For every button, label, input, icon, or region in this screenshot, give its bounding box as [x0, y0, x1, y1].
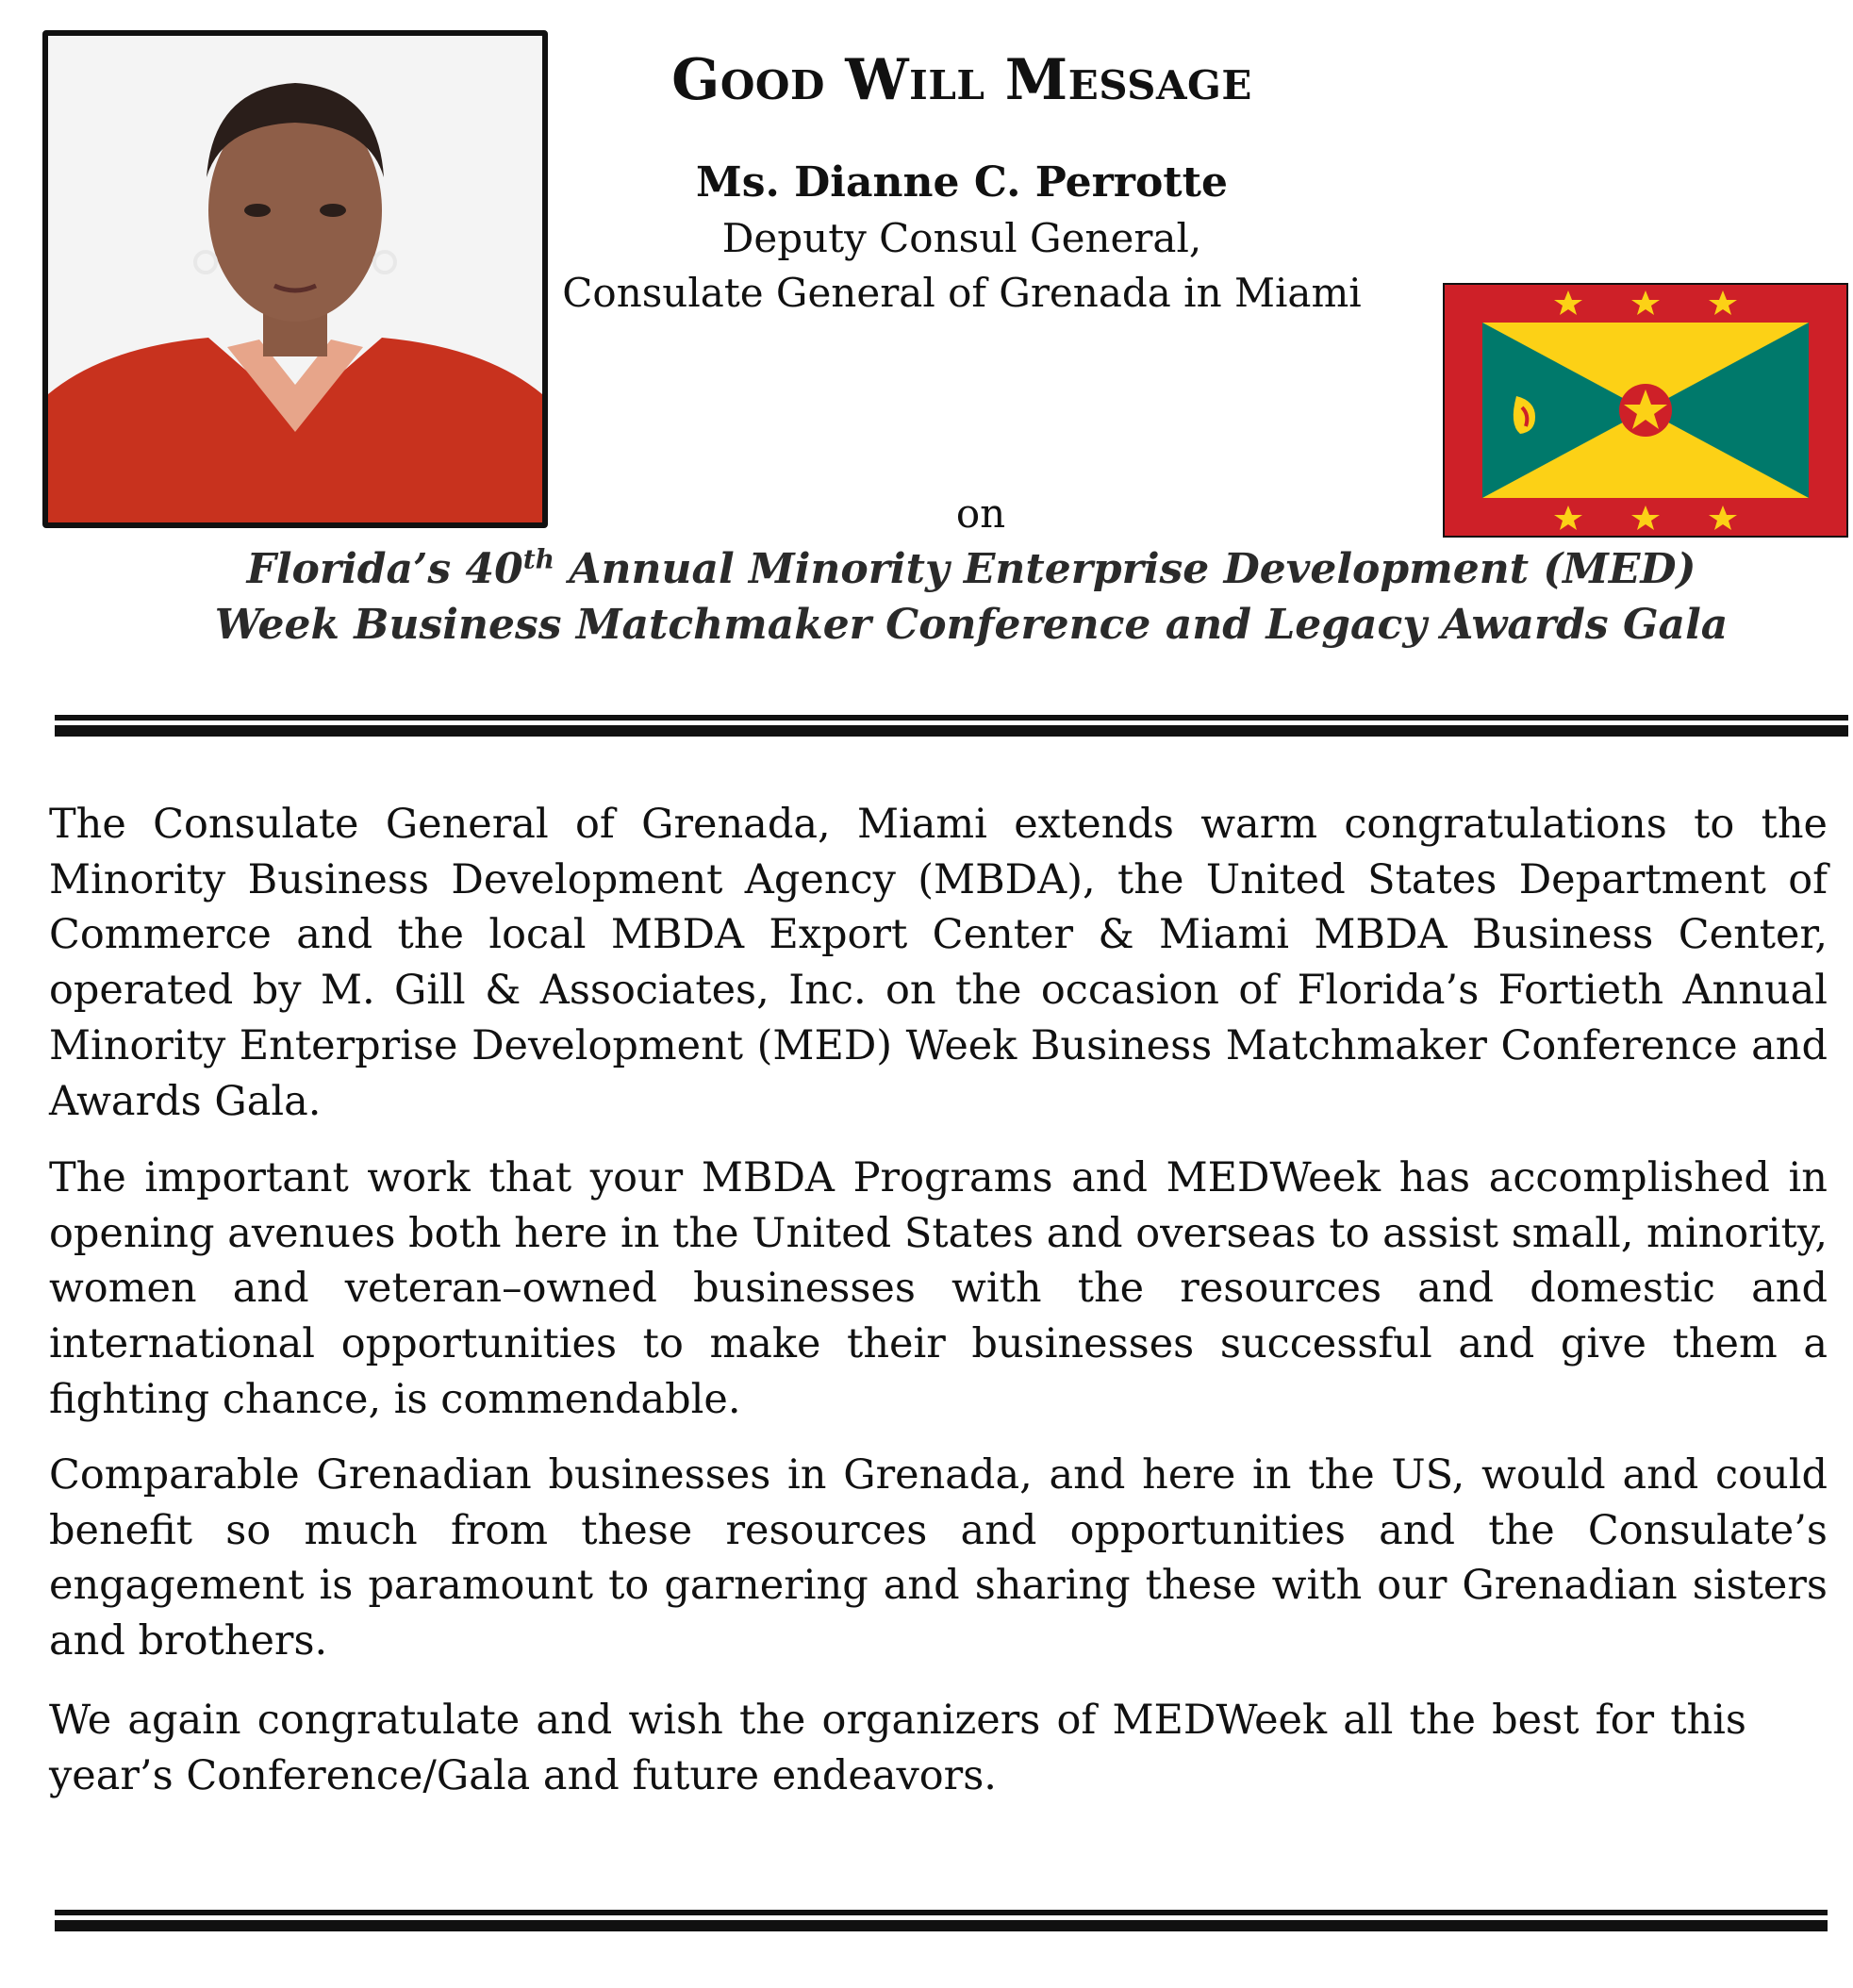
event-title-ordinal-suffix: th: [522, 543, 555, 575]
top-divider: [55, 715, 1848, 737]
body-paragraph-2: The important work that your MBDA Programs and MEDWeek has accomplished in opening avenues both here in the United States and overseas to assist small, minority, women and veteran–owned businesses with the resources and domestic and international opportunities to make their businesses successful and give them a fighting chance, is commendable.: [49, 1154, 1828, 1423]
event-title-line-2: Week Business Matchmaker Conference and Legacy Awards Gala: [214, 601, 1729, 649]
portrait-image: [48, 36, 542, 522]
body-paragraph-1: The Consulate General of Grenada, Miami extends warm congratulations to the Minority Business Development Agency (MBDA), the United States Department of Commerce and the local MBDA Export Center & Miami MBDA Business Center, operated by M. Gill & Associates, Inc. on the occasion of Florida’s Fortieth Annual Minority Enterprise Development (MED) Week Business Matchmaker Conference and Awards Gala.: [49, 801, 1828, 1125]
page-title: Good Will Message: [671, 47, 1252, 113]
bottom-divider: [55, 1910, 1828, 1931]
body-paragraph-3: Comparable Grenadian businesses in Grenada, and here in the US, would and could benefit so much from these resources and opportunities and the Consulate’s engagement is paramount to garnering and sharing these with our Grenadian sisters and brothers.: [49, 1451, 1828, 1665]
event-title-line-1: [189, 545, 1754, 593]
sender-organization: Consulate General of Grenada in Miami: [562, 270, 1362, 316]
sender-name: Ms. Dianne C. Perrotte: [696, 158, 1228, 207]
portrait-photo: [42, 30, 548, 528]
sender-role: Deputy Consul General,: [721, 215, 1202, 261]
event-title-line-1-suffix: Annual Minority Enterprise Development (MED): [554, 545, 1696, 593]
event-title-line-1-prefix: Florida’s 40: [246, 545, 523, 593]
grenada-flag: [1443, 283, 1848, 538]
on-connector-text: on: [955, 490, 1006, 537]
body-paragraph-4: We again congratulate and wish the organizers of MEDWeek all the best for this year’s Conference/Gala and future endeavors.: [49, 1697, 1746, 1799]
